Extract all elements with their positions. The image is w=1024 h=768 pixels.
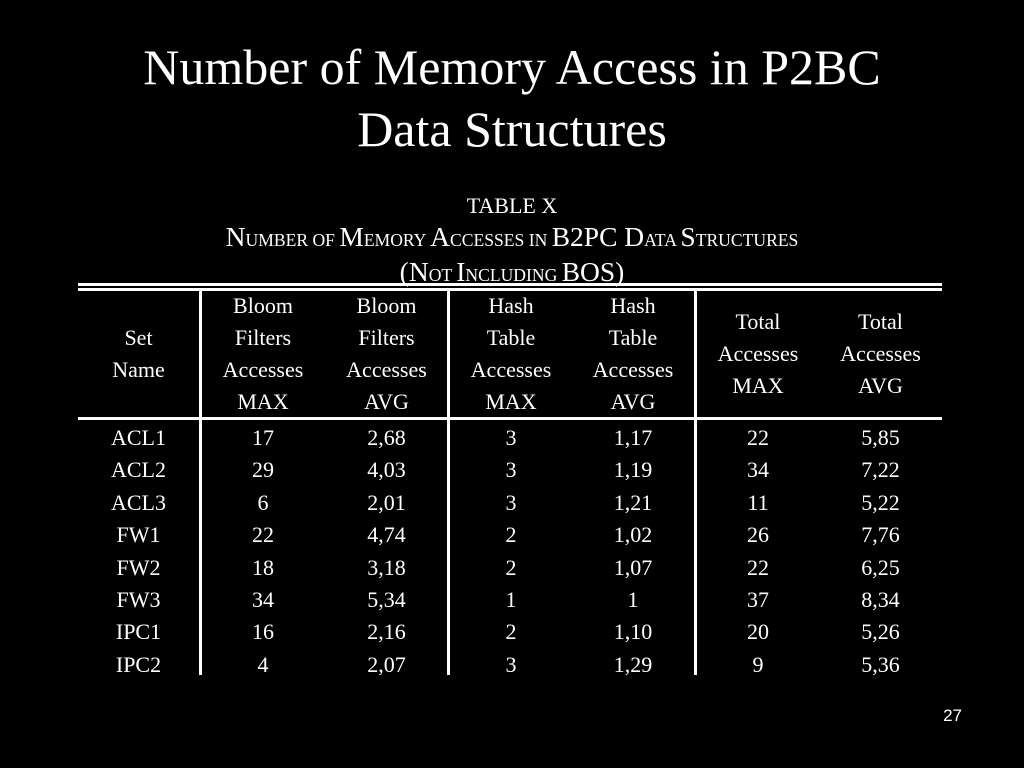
- cell-hash-avg: 1,07: [613, 554, 653, 580]
- cell-hash-max: 2: [505, 619, 517, 645]
- cell-set-name: IPC2: [115, 651, 162, 677]
- cell-hash-avg: 1,19: [613, 457, 653, 483]
- slide-title: [0, 36, 1024, 160]
- header-bloom-max: Bloom Filters Accesses MAX: [222, 293, 304, 414]
- cell-hash-max: 1: [505, 586, 517, 612]
- cell-hash-avg: 1,29: [613, 651, 653, 677]
- cell-total-avg: 7,76: [861, 522, 900, 548]
- cell-bloom-max: 18: [252, 554, 274, 580]
- table-caption-note: (NOT INCLUDING BOS): [399, 256, 625, 287]
- cell-hash-max: 3: [505, 651, 517, 677]
- cell-total-avg: 5,85: [861, 425, 900, 450]
- cell-set-name: FW2: [116, 554, 161, 580]
- cell-bloom-avg: 3,18: [367, 554, 406, 580]
- cell-bloom-avg: 2,07: [367, 651, 406, 677]
- cell-total-avg: 7,22: [861, 457, 900, 483]
- cell-bloom-avg: 4,03: [367, 457, 406, 483]
- cell-total-max: 22: [747, 425, 769, 450]
- cell-total-max: 11: [747, 489, 769, 515]
- cell-bloom-max: 16: [252, 619, 274, 645]
- table-row: [78, 584, 942, 616]
- cell-set-name: IPC1: [115, 619, 162, 645]
- cell-hash-max: 3: [505, 425, 517, 450]
- cell-set-name: FW3: [116, 586, 161, 612]
- table-caption-title: NUMBER OF MEMORY ACCESSES IN B2PC DATA STRUCTURES: [225, 221, 799, 252]
- cell-bloom-avg: 5,34: [367, 586, 406, 612]
- cell-hash-max: 3: [505, 457, 517, 483]
- header-total-avg: Total Accesses AVG: [840, 309, 921, 398]
- table-caption: [0, 190, 1024, 291]
- cell-bloom-avg: 4,74: [367, 522, 406, 548]
- cell-bloom-max: 6: [257, 489, 269, 515]
- header-hash-max: Hash Table Accesses MAX: [470, 293, 552, 414]
- cell-hash-avg: 1,10: [613, 619, 653, 645]
- cell-total-max: 20: [747, 619, 769, 645]
- cell-total-avg: 5,36: [861, 651, 900, 677]
- table-caption-number: TABLE X: [466, 193, 558, 218]
- cell-hash-avg: 1,17: [613, 425, 653, 450]
- cell-bloom-max: 17: [252, 425, 274, 450]
- cell-hash-avg: 1,02: [613, 522, 653, 548]
- cell-hash-max: 2: [505, 522, 517, 548]
- table-row: [78, 519, 942, 551]
- table-row: [78, 487, 942, 519]
- cell-total-max: 26: [747, 522, 769, 548]
- cell-total-avg: 8,34: [861, 586, 900, 612]
- header-total-max: Total Accesses MAX: [717, 309, 799, 398]
- cell-bloom-max: 22: [252, 522, 274, 548]
- cell-bloom-max: 29: [252, 457, 274, 483]
- table-row: [78, 422, 942, 454]
- cell-set-name: ACL3: [111, 489, 166, 515]
- cell-bloom-avg: 2,01: [367, 489, 406, 515]
- cell-bloom-avg: 2,68: [367, 425, 406, 450]
- cell-total-avg: 5,26: [861, 619, 900, 645]
- cell-bloom-avg: 2,16: [367, 619, 406, 645]
- cell-total-max: 9: [752, 651, 764, 677]
- table-body: [78, 422, 942, 681]
- table-row: [78, 649, 942, 681]
- cell-total-max: 37: [747, 586, 769, 612]
- table-row: [78, 616, 942, 648]
- cell-bloom-max: 34: [252, 586, 274, 612]
- cell-hash-max: 3: [505, 489, 517, 515]
- cell-total-avg: 5,22: [861, 489, 900, 515]
- header-hash-avg: Hash Table Accesses AVG: [592, 293, 674, 414]
- cell-hash-max: 2: [505, 554, 517, 580]
- cell-set-name: ACL2: [111, 457, 166, 483]
- table-row: [78, 552, 942, 584]
- table-row: [78, 454, 942, 486]
- slide-title-line-1: Number of Memory Access in P2BC: [143, 39, 881, 95]
- cell-total-max: 22: [747, 554, 769, 580]
- cell-hash-avg: 1,21: [613, 489, 653, 515]
- cell-set-name: ACL1: [111, 425, 166, 450]
- header-set-name: Set Name: [112, 325, 165, 382]
- slide-title-line-2: Data Structures: [357, 101, 667, 157]
- cell-hash-avg: 1: [627, 586, 639, 612]
- header-bloom-avg: Bloom Filters Accesses AVG: [346, 293, 427, 414]
- cell-total-max: 34: [747, 457, 769, 483]
- cell-bloom-max: 4: [257, 651, 269, 677]
- slide-number: 27: [943, 706, 962, 725]
- table-header-row: [78, 291, 942, 417]
- cell-total-avg: 6,25: [861, 554, 900, 580]
- cell-set-name: FW1: [116, 522, 161, 548]
